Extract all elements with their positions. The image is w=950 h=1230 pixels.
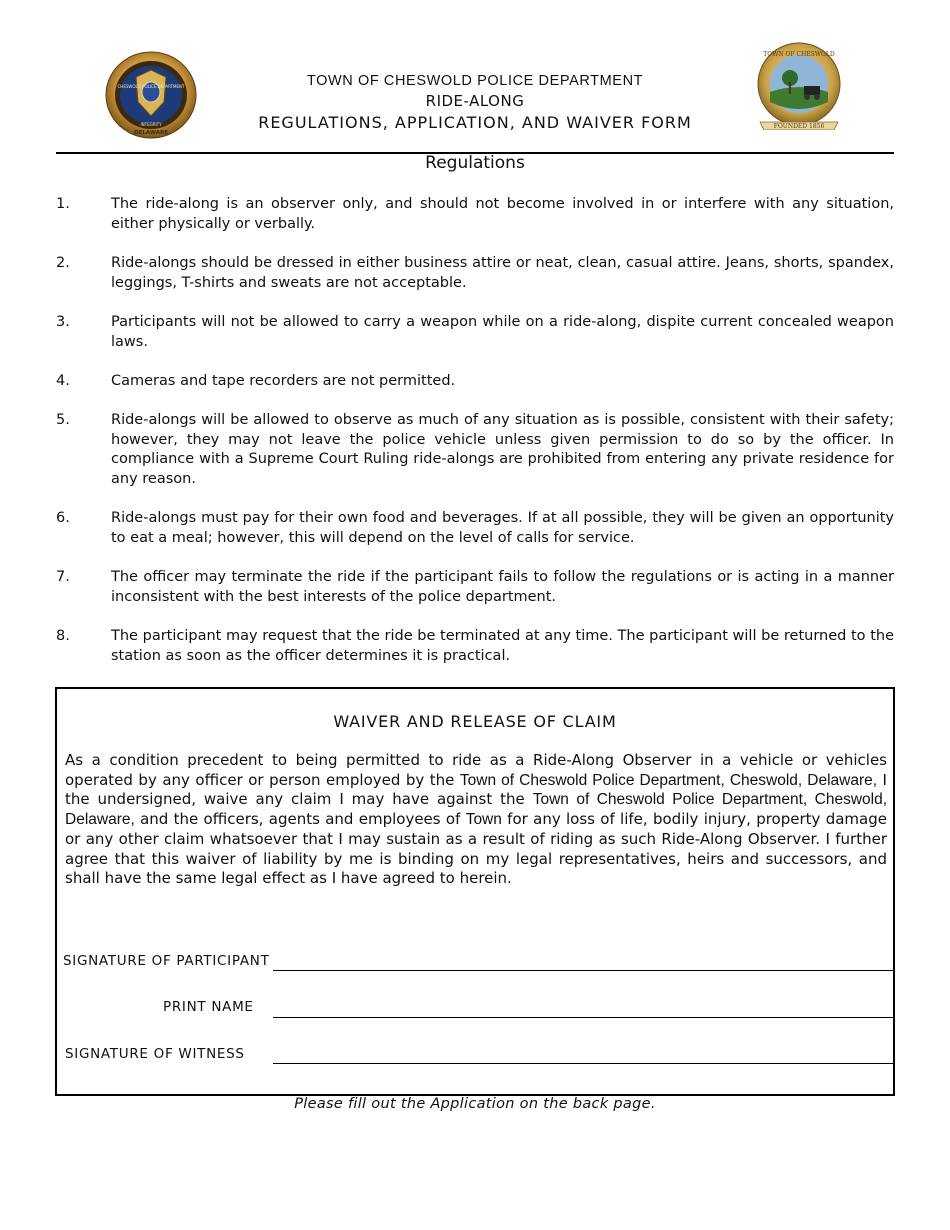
regulation-text: Ride-alongs will be allowed to observe as much of any situation as is possible, consistent with their safety; however, they may not leave the police vehicle unless given permission to do so by the officer. In compliance with a Supreme Court Ruling ride-alongs are prohibited from entering any private residence for any reason. [111, 412, 894, 488]
regulation-text: Ride-alongs must pay for their own food and beverages. If at all possible, they will be given an opportunity to eat a meal; however, this will depend on the level of calls for service. [111, 510, 894, 546]
police-department-seal-logo [104, 50, 198, 140]
signature-witness-line[interactable] [273, 1063, 895, 1064]
regulation-item [56, 313, 894, 352]
right-seal-text: TOWN OF CHESWOLD [763, 51, 835, 58]
print-name-label: PRINT NAME [163, 999, 254, 1015]
regulation-item [56, 627, 894, 666]
regulation-number: 4. [56, 373, 70, 389]
waiver-box [55, 687, 895, 1096]
regulation-number: 5. [56, 412, 70, 428]
regulation-item [56, 411, 894, 490]
town-seal-logo [756, 42, 842, 130]
waiver-org-name: Town of Cheswold Police Department, Cheswold, Delaware, [65, 791, 888, 829]
waiver-title: WAIVER AND RELEASE OF CLAIM [333, 712, 617, 731]
regulation-number: 6. [56, 510, 70, 526]
regulation-number: 3. [56, 314, 70, 330]
waiver-text-part: and the officers, agents and employees of [134, 810, 466, 829]
print-name-line[interactable] [273, 1017, 895, 1018]
left-seal-text: CHESWOLD POLICE DEPARTMENT [117, 84, 185, 89]
regulation-number: 8. [56, 628, 70, 644]
form-title: REGULATIONS, APPLICATION, AND WAIVER FORM [258, 113, 692, 132]
back-page-note: Please fill out the Application on the back page. [294, 1096, 656, 1112]
regulation-number: 7. [56, 569, 70, 585]
regulation-item [56, 254, 894, 293]
signature-witness-label: SIGNATURE OF WITNESS [65, 1046, 245, 1062]
form-subtitle: RIDE-ALONG [425, 92, 525, 110]
regulation-item [56, 509, 894, 548]
right-seal-bottom-text: FOUNDED 1856 [773, 123, 825, 130]
waiver-org-name: Town of Cheswold Police Department, Cheswold, Delaware, [459, 771, 878, 789]
regulation-text: Ride-alongs should be dressed in either business attire or neat, clean, casual attire. Jeans, shorts, spandex, leggings, T-shirts and sweats are not acceptable. [111, 255, 894, 291]
regulation-item [56, 372, 894, 392]
waiver-text-part: I the undersigned, waive any claim I may have against the [65, 770, 887, 809]
waiver-text-part: As a condition precedent to being permitted to ride as a Ride-Along Observer in a vehicle or vehicles operated by any officer or person employed by the [65, 751, 887, 789]
regulation-number: 1. [56, 196, 70, 212]
regulation-text: Cameras and tape recorders are not permitted. [111, 373, 456, 389]
regulation-text: The ride-along is an observer only, and should not become involved in or interfere with any situation, either physically or verbally. [111, 196, 894, 232]
waiver-org-name: Town [465, 811, 502, 829]
department-name: TOWN OF CHESWOLD POLICE DEPARTMENT [306, 73, 644, 89]
waiver-text [65, 751, 887, 889]
signature-participant-label: SIGNATURE OF PARTICIPANT [63, 953, 270, 969]
regulation-text: Participants will not be allowed to carry a weapon while on a ride-along, dispite current concealed weapon laws. [111, 314, 894, 350]
waiver-text-part: for any loss of life, bodily injury, property damage or any other claim whatsoever that I may sustain as a result of riding as such Ride-Along Observer. I further agree that this waiver of liability by me is binding on my legal representatives, heirs and successors, and shall have the same legal effect as I have agreed to herein. [65, 810, 887, 888]
left-seal-bottom-text: DELAWARE [134, 130, 168, 136]
regulations-title: Regulations [425, 153, 525, 173]
regulation-item [56, 195, 894, 234]
regulation-item [56, 568, 894, 607]
signature-participant-line[interactable] [273, 970, 895, 971]
left-seal-motto-text: INTEGRITY [140, 122, 162, 127]
regulation-text: The participant may request that the ride be terminated at any time. The participant will be returned to the station as soon as the officer determines it is practical. [111, 628, 894, 664]
regulation-text: The officer may terminate the ride if the participant fails to follow the regulations or is acting in a manner inconsistent with the best interests of the police department. [111, 569, 894, 605]
regulation-number: 2. [56, 255, 70, 271]
